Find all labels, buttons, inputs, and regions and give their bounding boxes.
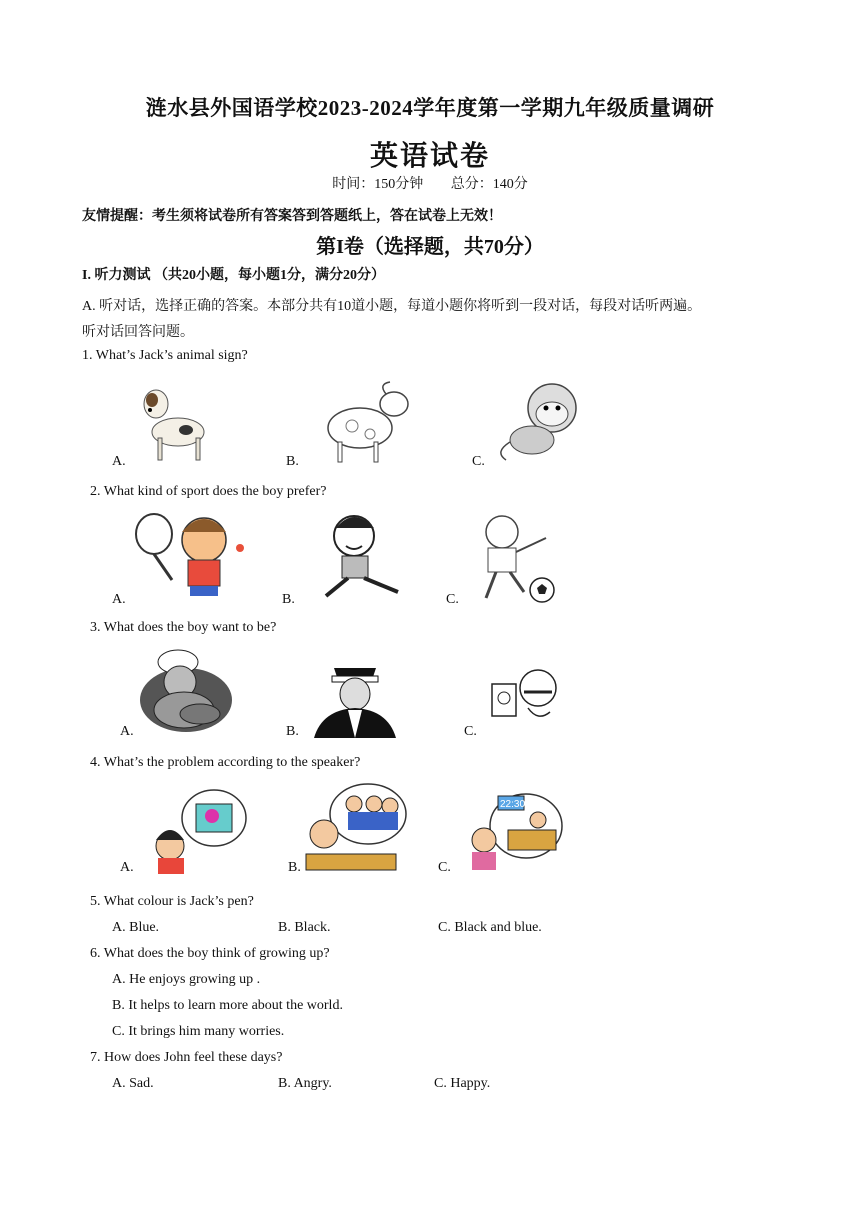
q1-option-a[interactable]: A. bbox=[112, 454, 126, 469]
q7-option-b[interactable]: B. Angry. bbox=[278, 1076, 332, 1091]
question-1: 1. What’s Jack’s animal sign? bbox=[82, 348, 248, 363]
q3-option-c[interactable]: C. bbox=[464, 724, 477, 739]
clock-text: 22:30 bbox=[500, 799, 526, 810]
q3-option-a[interactable]: A. bbox=[120, 724, 134, 739]
notice-text: 友情提醒：考生须将试卷所有答案答到答题纸上，答在试卷上无效！ bbox=[82, 209, 502, 224]
q4-option-b[interactable]: B. bbox=[288, 860, 301, 875]
cook-picture bbox=[138, 648, 234, 734]
question-4: 4. What’s the problem according to the speaker? bbox=[90, 755, 361, 770]
section-a-instruction bbox=[82, 294, 782, 346]
q6-option-b[interactable]: B. It helps to learn more about the world. bbox=[112, 998, 343, 1013]
question-6: 6. What does the boy think of growing up? bbox=[90, 946, 330, 961]
instruction-line-1: A. 听对话，选择正确的答案。本部分共有10道小题，每道小题你将听到一段对话，每段对话听两遍。 bbox=[82, 299, 702, 314]
captain-picture bbox=[314, 654, 396, 738]
time-label: 时间：150分钟 bbox=[332, 177, 424, 192]
sheep-picture bbox=[312, 376, 416, 466]
question-5: 5. What colour is Jack’s pen? bbox=[90, 894, 254, 909]
q2-option-c[interactable]: C. bbox=[446, 592, 459, 607]
classmates-picture bbox=[302, 782, 408, 874]
q6-option-c[interactable]: C. It brings him many worries. bbox=[112, 1024, 285, 1039]
section-heading: I. 听力测试 （共20小题，每小题1分，满分20分） bbox=[82, 268, 385, 283]
q3-option-b[interactable]: B. bbox=[286, 724, 299, 739]
q7-option-a[interactable]: A. Sad. bbox=[112, 1076, 154, 1091]
running-picture bbox=[308, 512, 406, 604]
question-7: 7. How does John feel these days? bbox=[90, 1050, 283, 1065]
q5-option-c[interactable]: C. Black and blue. bbox=[438, 920, 542, 935]
badminton-picture bbox=[132, 510, 246, 606]
q4-option-a[interactable]: A. bbox=[120, 860, 134, 875]
q6-option-a[interactable]: A. He enjoys growing up . bbox=[112, 972, 261, 987]
question-2: 2. What kind of sport does the boy prefer? bbox=[90, 484, 327, 499]
artist-picture bbox=[488, 664, 564, 734]
exam-title: 涟水县外国语学校2023-2024学年度第一学期九年级质量调研 bbox=[145, 96, 715, 120]
subject-title: 英语试卷 bbox=[369, 141, 490, 172]
part-title: 第I卷（选择题，共70分） bbox=[316, 236, 544, 258]
dog-picture bbox=[138, 382, 214, 462]
football-picture bbox=[466, 512, 560, 606]
instruction-line-2: 听对话回答问题。 bbox=[82, 325, 194, 340]
tv-noise-picture bbox=[148, 784, 248, 874]
q2-option-b[interactable]: B. bbox=[282, 592, 295, 607]
monkey-picture bbox=[492, 378, 588, 462]
question-3: 3. What does the boy want to be? bbox=[90, 620, 277, 635]
q1-option-b[interactable]: B. bbox=[286, 454, 299, 469]
q5-option-b[interactable]: B. Black. bbox=[278, 920, 331, 935]
exam-meta bbox=[0, 173, 860, 193]
q4-option-c[interactable]: C. bbox=[438, 860, 451, 875]
q1-option-c[interactable]: C. bbox=[472, 454, 485, 469]
q5-option-a[interactable]: A. Blue. bbox=[112, 920, 160, 935]
q2-option-a[interactable]: A. bbox=[112, 592, 126, 607]
score-label: 总分：140分 bbox=[450, 177, 528, 192]
q7-option-c[interactable]: C. Happy. bbox=[434, 1076, 491, 1091]
homework-picture bbox=[464, 790, 564, 872]
